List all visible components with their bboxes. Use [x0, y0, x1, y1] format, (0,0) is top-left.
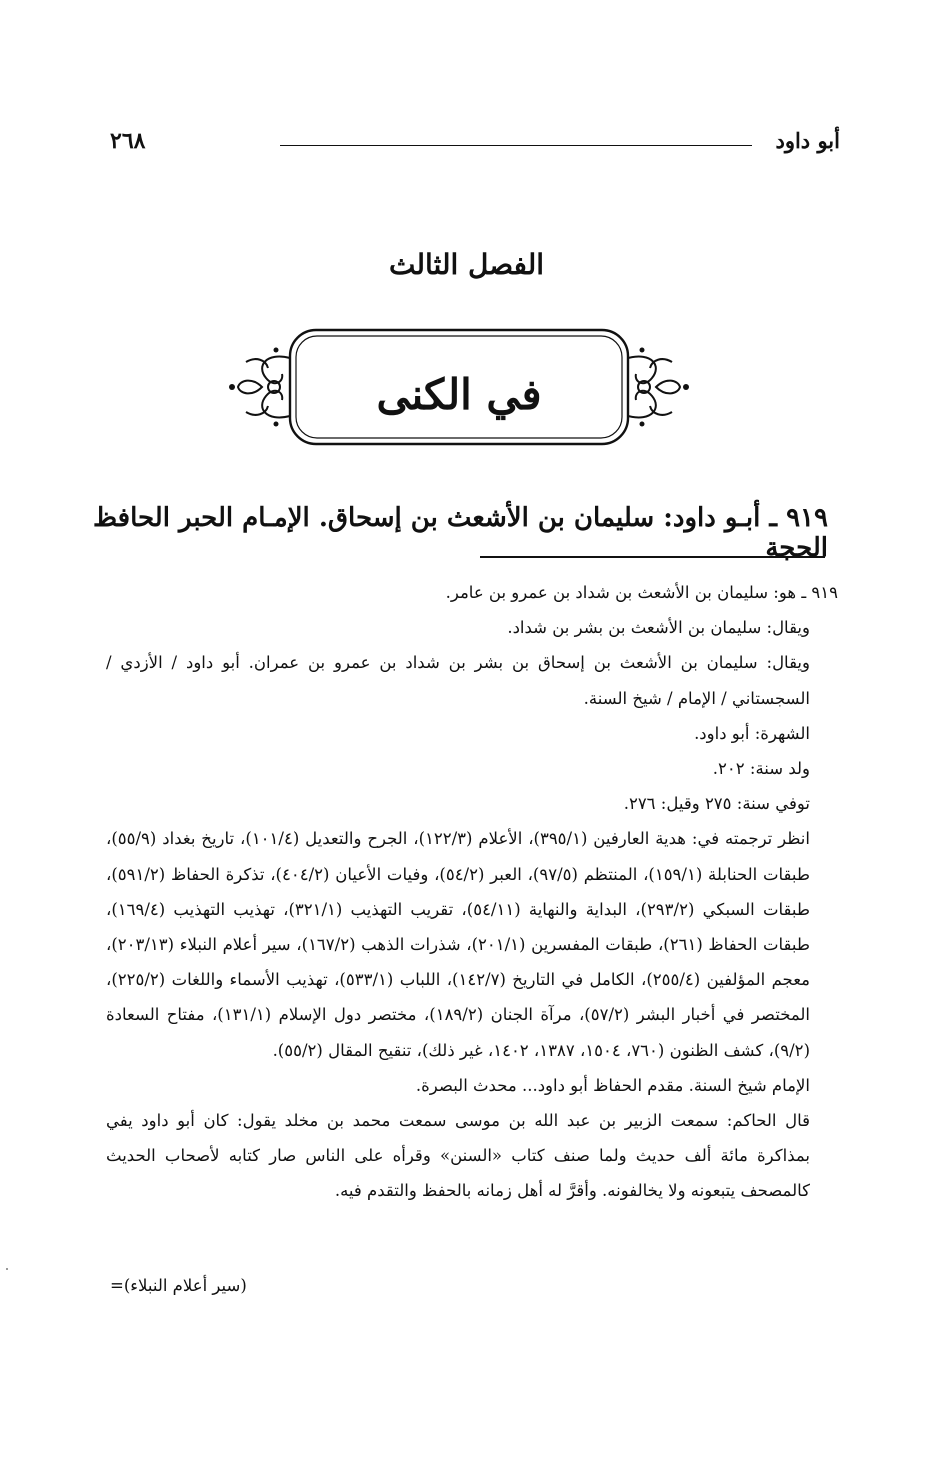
footnote-line: ٩١٩ ـ هو: سليمان بن الأشعث بن شداد بن عمرو بن عامر. — [445, 583, 838, 602]
chapter-title: الفصل الثالث — [388, 248, 545, 281]
frame-title: في الكنى — [376, 370, 542, 419]
footnote-line: ولد سنة: ٢٠٢. — [712, 759, 810, 779]
footnote-line: ويقال: سليمان بن الأشعث بن بشر بن شداد. — [507, 618, 810, 638]
footnote-line: ويقال: سليمان بن الأشعث بن إسحاق بن بشر بن شداد بن عمرو بن عمران. أبو داود / الأزدي / السجستاني / الإمام / شيخ السنة. — [106, 653, 810, 708]
footnote-line: توفي سنة: ٢٧٥ وقيل: ٢٧٦. — [623, 794, 810, 814]
header-rule — [280, 145, 752, 146]
footnote-separator — [480, 556, 825, 558]
page-header — [110, 128, 840, 162]
running-title: أبو داود — [775, 128, 840, 153]
entry-heading: ٩١٩ ـ أبـو داود: سليمان بن الأشعث بن إسحاق. الإمـام الحبر الحافظ الحجة — [92, 503, 828, 563]
footnote-line: الإمام شيخ السنة. مقدم الحفاظ أبو داود... محدث البصرة. — [415, 1075, 810, 1095]
footnote-continuation: (سير أعلام النبلاء)= — [110, 1276, 247, 1295]
footnote-line: الشهرة: أبو داود. — [694, 723, 810, 743]
page-number: ٢٦٨ — [110, 128, 146, 154]
footnotes — [106, 575, 838, 1209]
scan-mark — [6, 1268, 8, 1270]
ornamental-frame — [226, 322, 692, 452]
footnote-line: قال الحاكم: سمعت الزبير بن عبد الله بن موسى سمعت محمد بن مخلد يقول: كان أبو داود يفي بمذاكرة مائة ألف حديث ولما صنف كتاب «السنن» وقرأه على الناس صار كتابه لأصحاب الحديث كالمصحف يتبعونه ولا يخالفونه. وأقرَّ له أهل زمانه بالحفظ والتقدم فيه. — [106, 1111, 810, 1201]
footnote-line: انظر ترجمته في: هدية العارفين (٣٩٥/١)، الأعلام (١٢٢/٣)، الجرح والتعديل (١٠١/٤)، تاريخ بغداد (٥٥/٩)، طبقات الحنابلة (١٥٩/١)، المنتظم (٩٧/٥)، العبر (٥٤/٢)، وفيات الأعيان (٤٠٤/٢)، تذكرة الحفاظ (٥٩١/٢)، طبقات السبكي (٢٩٣/٢)، البداية والنهاية (٥٤/١١)، تقريب التهذيب (٣٢١/١)، تهذيب التهذيب (١٦٩/٤)، طبقات الحفاظ (٢٦١)، طبقات المفسرين (٢٠١/١)، شذرات الذهب (١٦٧/٢)، سير أعلام النبلاء (٢٠٣/١٣)، معجم المؤلفين (٢٥٥/٤)، الكامل في التاريخ (١٤٢/٧)، اللباب (٥٣٣/١)، تهذيب الأسماء واللغات (٢٢٥/٢)، المختصر في أخبار البشر (٥٧/٢)، مرآة الجنان (١٨٩/٢)، مختصر دول الإسلام (١٣١/١)، مفتاح السعادة (٩/٢)، كشف الظنون (٧٦٠، ١٥٠٤، ١٣٨٧، ١٤٠٢، غير ذلك)، تنقيح المقال (٥٥/٢). — [106, 829, 810, 1060]
